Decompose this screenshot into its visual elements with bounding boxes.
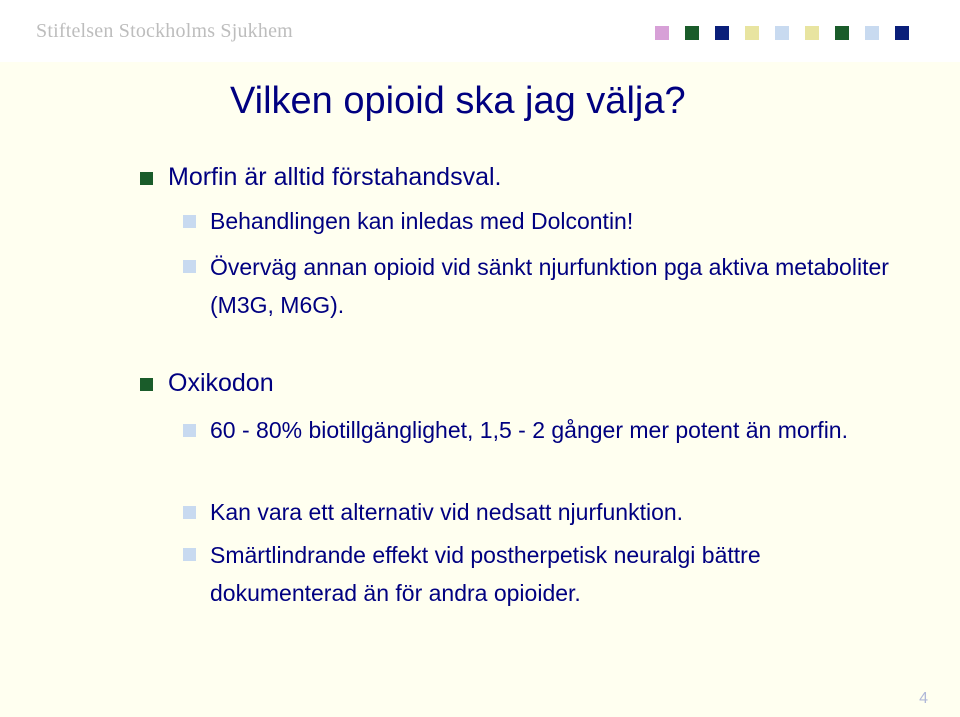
square-bullet-icon	[183, 260, 196, 273]
bullet-item: Kan vara ett alternativ vid nedsatt njurfunktion.	[210, 499, 684, 525]
decorative-square	[745, 26, 759, 40]
bullet-item: Överväg annan opioid vid sänkt njurfunktion pga aktiva metaboliter (M3G, M6G).	[210, 254, 889, 318]
square-bullet-icon	[140, 378, 153, 391]
decorative-square	[805, 26, 819, 40]
decorative-squares	[655, 26, 909, 40]
square-bullet-icon	[183, 424, 196, 437]
page-number: 4	[919, 690, 928, 707]
slide-title: Vilken opioid ska jag välja?	[230, 80, 686, 122]
decorative-square	[775, 26, 789, 40]
decorative-square	[715, 26, 729, 40]
bullet-heading-oxikodon: Oxikodon	[168, 369, 274, 397]
square-bullet-icon	[140, 172, 153, 185]
bullet-heading-morfin: Morfin är alltid förstahandsval.	[168, 163, 502, 191]
decorative-square	[865, 26, 879, 40]
bullet-item: 60 - 80% biotillgänglighet, 1,5 - 2 gånger mer potent än morfin.	[210, 417, 848, 443]
square-bullet-icon	[183, 506, 196, 519]
organization-logo-text: Stiftelsen Stockholms Sjukhem	[36, 20, 293, 42]
bullet-item: Smärtlindrande effekt vid postherpetisk neuralgi bättre dokumenterad än för andra opioider.	[210, 542, 761, 606]
decorative-square	[835, 26, 849, 40]
decorative-square	[655, 26, 669, 40]
decorative-square	[895, 26, 909, 40]
decorative-square	[685, 26, 699, 40]
square-bullet-icon	[183, 215, 196, 228]
square-bullet-icon	[183, 548, 196, 561]
bullet-item: Behandlingen kan inledas med Dolcontin!	[210, 208, 634, 234]
slide-header	[0, 0, 960, 62]
